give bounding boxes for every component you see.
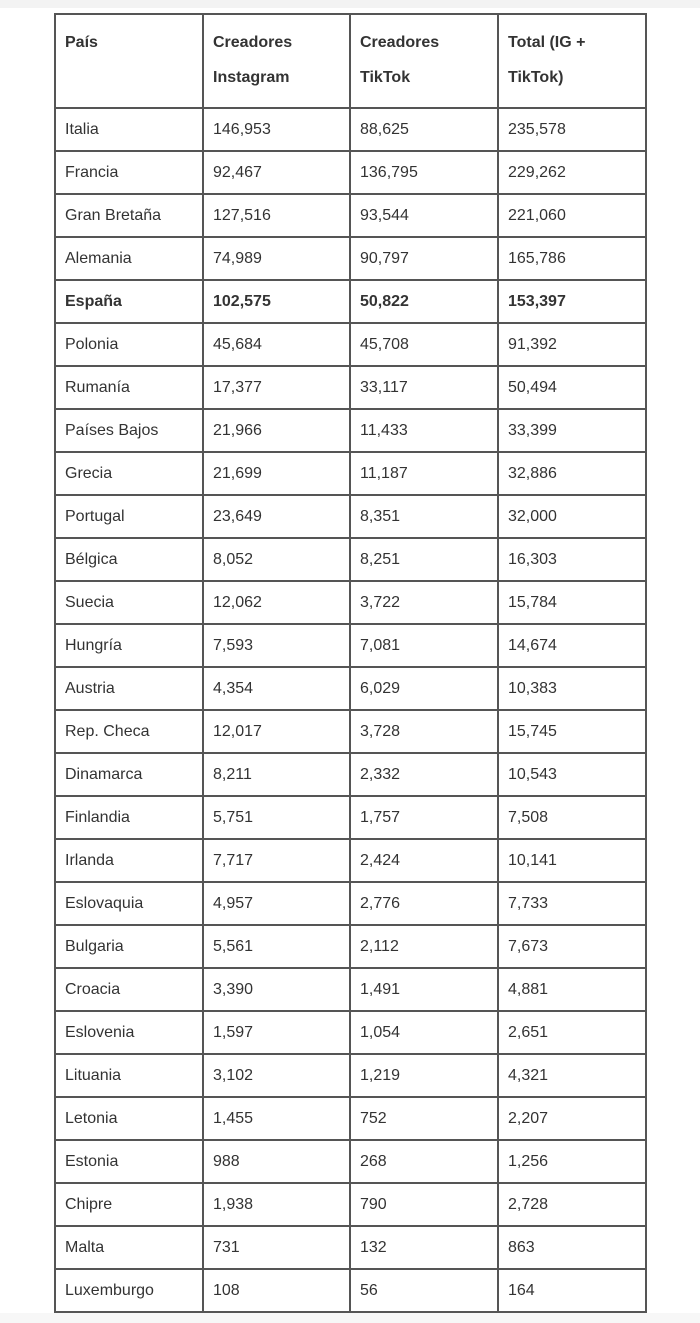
cell-total: 7,733 [498,882,646,925]
cell-tiktok: 136,795 [350,151,498,194]
table-row [55,753,646,796]
cell-total: 1,256 [498,1140,646,1183]
cell-instagram: 4,354 [203,667,350,710]
cell-tiktok: 45,708 [350,323,498,366]
header-total [498,14,646,108]
header-line: TikTok) [508,69,564,86]
cell-total: 50,494 [498,366,646,409]
header-line: País [65,34,98,51]
cell-pais: Gran Bretaña [55,194,203,237]
cell-instagram: 5,751 [203,796,350,839]
table-row [55,839,646,882]
cell-instagram: 731 [203,1226,350,1269]
table-row [55,1011,646,1054]
table-row [55,409,646,452]
cell-total: 91,392 [498,323,646,366]
cell-tiktok: 132 [350,1226,498,1269]
cell-total: 2,207 [498,1097,646,1140]
cell-pais: Rep. Checa [55,710,203,753]
cell-tiktok: 7,081 [350,624,498,667]
table-row [55,366,646,409]
cell-tiktok: 2,776 [350,882,498,925]
cell-total: 7,673 [498,925,646,968]
cell-total: 15,745 [498,710,646,753]
table-row [55,624,646,667]
cell-total: 10,543 [498,753,646,796]
cell-tiktok: 1,491 [350,968,498,1011]
cell-instagram: 4,957 [203,882,350,925]
cell-instagram: 7,593 [203,624,350,667]
table-row [55,538,646,581]
table-row [55,796,646,839]
cell-tiktok: 8,251 [350,538,498,581]
top-divider-strip [0,0,700,8]
cell-pais: Eslovaquia [55,882,203,925]
table-row [55,925,646,968]
cell-tiktok: 2,332 [350,753,498,796]
header-tiktok [350,14,498,108]
table-row [55,710,646,753]
cell-instagram: 3,102 [203,1054,350,1097]
table-row [55,581,646,624]
cell-tiktok: 8,351 [350,495,498,538]
cell-pais: Bélgica [55,538,203,581]
table-row [55,968,646,1011]
cell-tiktok: 33,117 [350,366,498,409]
cell-pais: España [55,280,203,323]
header-line: TikTok [360,69,411,86]
table-header-row [55,14,646,108]
cell-pais: Lituania [55,1054,203,1097]
cell-tiktok: 3,728 [350,710,498,753]
cell-pais: Francia [55,151,203,194]
cell-instagram: 1,597 [203,1011,350,1054]
cell-pais: Eslovenia [55,1011,203,1054]
table-row [55,1054,646,1097]
cell-instagram: 12,017 [203,710,350,753]
cell-instagram: 12,062 [203,581,350,624]
cell-instagram: 21,966 [203,409,350,452]
cell-tiktok: 90,797 [350,237,498,280]
cell-tiktok: 2,424 [350,839,498,882]
table-row [55,1097,646,1140]
cell-pais: Rumanía [55,366,203,409]
cell-total: 32,000 [498,495,646,538]
cell-instagram: 92,467 [203,151,350,194]
cell-pais: Bulgaria [55,925,203,968]
cell-instagram: 1,455 [203,1097,350,1140]
header-line: Creadores [213,34,293,51]
cell-pais: Chipre [55,1183,203,1226]
cell-tiktok: 1,219 [350,1054,498,1097]
cell-instagram: 74,989 [203,237,350,280]
cell-total: 33,399 [498,409,646,452]
table-row [55,1226,646,1269]
cell-instagram: 108 [203,1269,350,1312]
cell-total: 10,141 [498,839,646,882]
table-row [55,1140,646,1183]
table-row [55,495,646,538]
header-instagram [203,14,350,108]
cell-tiktok: 790 [350,1183,498,1226]
cell-pais: Luxemburgo [55,1269,203,1312]
cell-pais: Letonia [55,1097,203,1140]
cell-tiktok: 88,625 [350,108,498,151]
cell-total: 235,578 [498,108,646,151]
cell-instagram: 17,377 [203,366,350,409]
cell-total: 2,728 [498,1183,646,1226]
table-row [55,452,646,495]
table-row [55,667,646,710]
table-row [55,108,646,151]
cell-tiktok: 1,757 [350,796,498,839]
table-row [55,194,646,237]
cell-instagram: 45,684 [203,323,350,366]
cell-tiktok: 268 [350,1140,498,1183]
cell-total: 164 [498,1269,646,1312]
cell-pais: Hungría [55,624,203,667]
cell-tiktok: 1,054 [350,1011,498,1054]
table-row [55,280,646,323]
cell-total: 7,508 [498,796,646,839]
cell-instagram: 127,516 [203,194,350,237]
header-pais [55,14,203,108]
cell-instagram: 5,561 [203,925,350,968]
cell-total: 10,383 [498,667,646,710]
cell-total: 15,784 [498,581,646,624]
cell-total: 4,321 [498,1054,646,1097]
cell-total: 221,060 [498,194,646,237]
cell-total: 229,262 [498,151,646,194]
cell-instagram: 23,649 [203,495,350,538]
cell-tiktok: 752 [350,1097,498,1140]
cell-pais: Estonia [55,1140,203,1183]
cell-pais: Alemania [55,237,203,280]
cell-instagram: 988 [203,1140,350,1183]
cell-total: 2,651 [498,1011,646,1054]
cell-instagram: 146,953 [203,108,350,151]
cell-pais: Países Bajos [55,409,203,452]
cell-pais: Finlandia [55,796,203,839]
table-row [55,882,646,925]
cell-pais: Malta [55,1226,203,1269]
cell-total: 14,674 [498,624,646,667]
cell-tiktok: 11,433 [350,409,498,452]
table-row [55,323,646,366]
cell-tiktok: 2,112 [350,925,498,968]
table-row [55,1183,646,1226]
cell-instagram: 1,938 [203,1183,350,1226]
cell-pais: Polonia [55,323,203,366]
header-line: Total (IG + [508,34,586,51]
table-row [55,151,646,194]
cell-total: 4,881 [498,968,646,1011]
cell-total: 16,303 [498,538,646,581]
cell-pais: Italia [55,108,203,151]
table-row [55,1269,646,1312]
cell-pais: Irlanda [55,839,203,882]
cell-tiktok: 56 [350,1269,498,1312]
creators-by-country-table [54,13,647,1313]
cell-instagram: 8,211 [203,753,350,796]
cell-total: 863 [498,1226,646,1269]
cell-pais: Portugal [55,495,203,538]
cell-pais: Austria [55,667,203,710]
cell-pais: Suecia [55,581,203,624]
cell-instagram: 102,575 [203,280,350,323]
cell-total: 153,397 [498,280,646,323]
cell-pais: Dinamarca [55,753,203,796]
cell-instagram: 8,052 [203,538,350,581]
cell-pais: Grecia [55,452,203,495]
cell-tiktok: 50,822 [350,280,498,323]
cell-instagram: 7,717 [203,839,350,882]
cell-tiktok: 11,187 [350,452,498,495]
bottom-divider-strip [0,1313,700,1323]
cell-tiktok: 6,029 [350,667,498,710]
table-body [55,108,646,1312]
cell-instagram: 3,390 [203,968,350,1011]
cell-pais: Croacia [55,968,203,1011]
header-line: Creadores [360,34,440,51]
cell-instagram: 21,699 [203,452,350,495]
header-line: Instagram [213,69,290,86]
cell-total: 165,786 [498,237,646,280]
cell-tiktok: 93,544 [350,194,498,237]
cell-tiktok: 3,722 [350,581,498,624]
cell-total: 32,886 [498,452,646,495]
table-row [55,237,646,280]
